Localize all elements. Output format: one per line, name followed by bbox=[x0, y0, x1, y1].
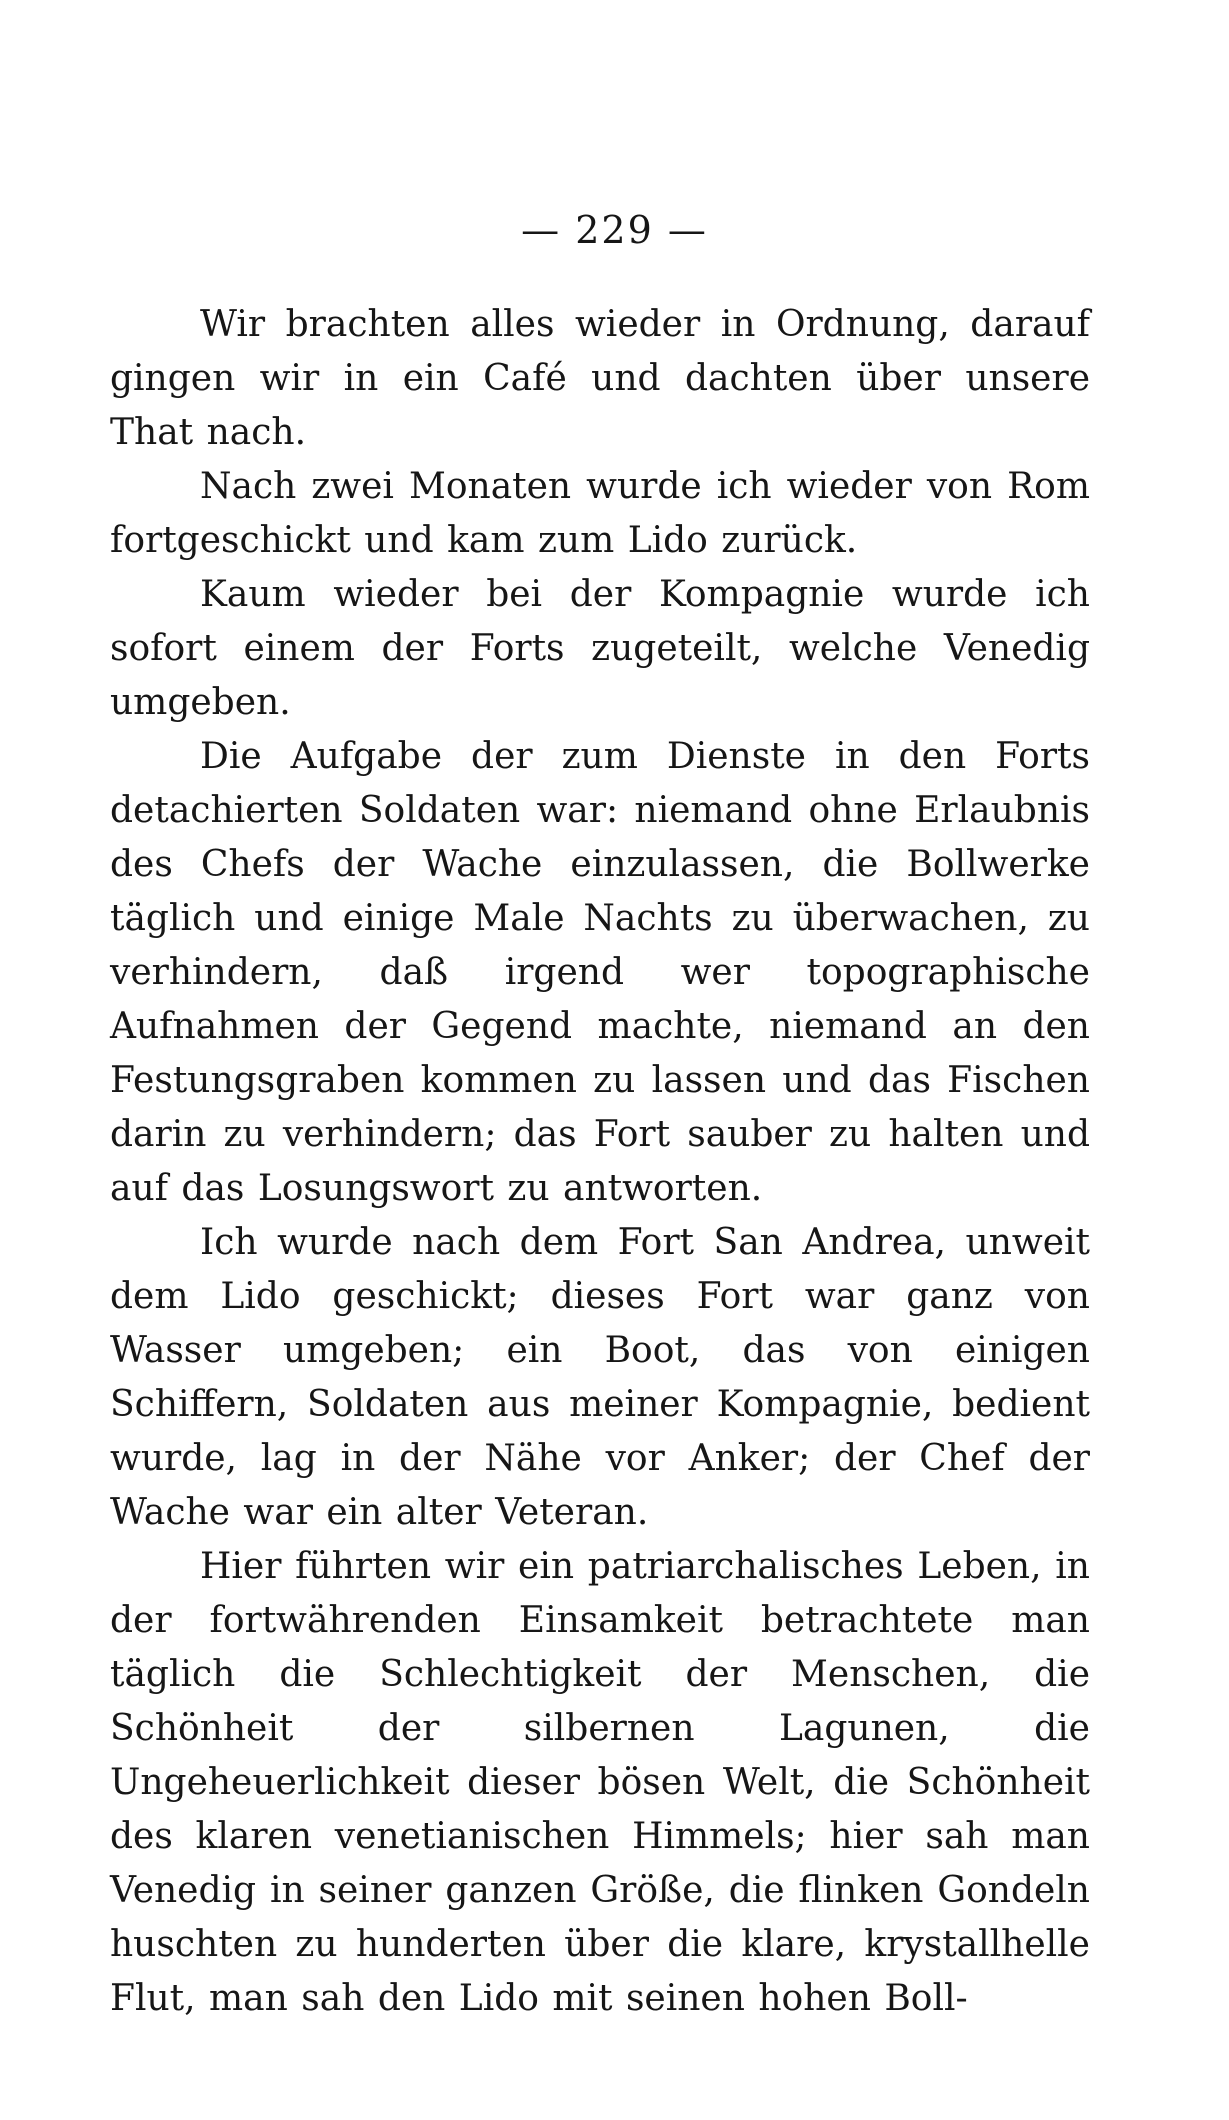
paragraph: Wir brachten alles wieder in Ordnung, darauf gingen wir in ein Café und dachten über unsere That nach. bbox=[110, 304, 1090, 453]
paragraph: Kaum wieder bei der Kompagnie wurde ich sofort einem der Forts zugeteilt, welche Venedig umgeben. bbox=[110, 574, 1090, 723]
body-text bbox=[110, 298, 1090, 2026]
paragraph: Nach zwei Monaten wurde ich wieder von Rom fortgeschickt und kam zum Lido zurück. bbox=[110, 466, 1090, 561]
paragraph: Die Aufgabe der zum Dienste in den Forts detachierten Soldaten war: niemand ohne Erlaubnis des Chefs der Wache einzulassen, die Bollwerke täglich und einige Male Nachts zu überwachen, zu verhindern, daß irgend wer topographische Aufnahmen der Gegend machte, niemand an den Festungsgraben kommen zu lassen und das Fischen darin zu verhindern; das Fort sauber zu halten und auf das Losungswort zu antworten. bbox=[110, 736, 1090, 1209]
paragraph: Ich wurde nach dem Fort San Andrea, unweit dem Lido geschickt; dieses Fort war ganz von Wasser umgeben; ein Boot, das von einigen Schiffern, Soldaten aus meiner Kompagnie, bedient wurde, lag in der Nähe vor Anker; der Chef der Wache war ein alter Veteran. bbox=[110, 1222, 1090, 1533]
page-number: — 229 — bbox=[521, 208, 708, 252]
paragraph: Hier führten wir ein patriarchalisches Leben, in der fortwährenden Einsamkeit betrachtete man täglich die Schlechtigkeit der Menschen, die Schönheit der silbernen Lagunen, die Ungeheuerlichkeit dieser bösen Welt, die Schönheit des klaren venetianischen Himmels; hier sah man Venedig in seiner ganzen Größe, die flinken Gondeln huschten zu hunderten über die klare, krystallhelle Flut, man sah den Lido mit seinen hohen Boll- bbox=[110, 1546, 1090, 2019]
